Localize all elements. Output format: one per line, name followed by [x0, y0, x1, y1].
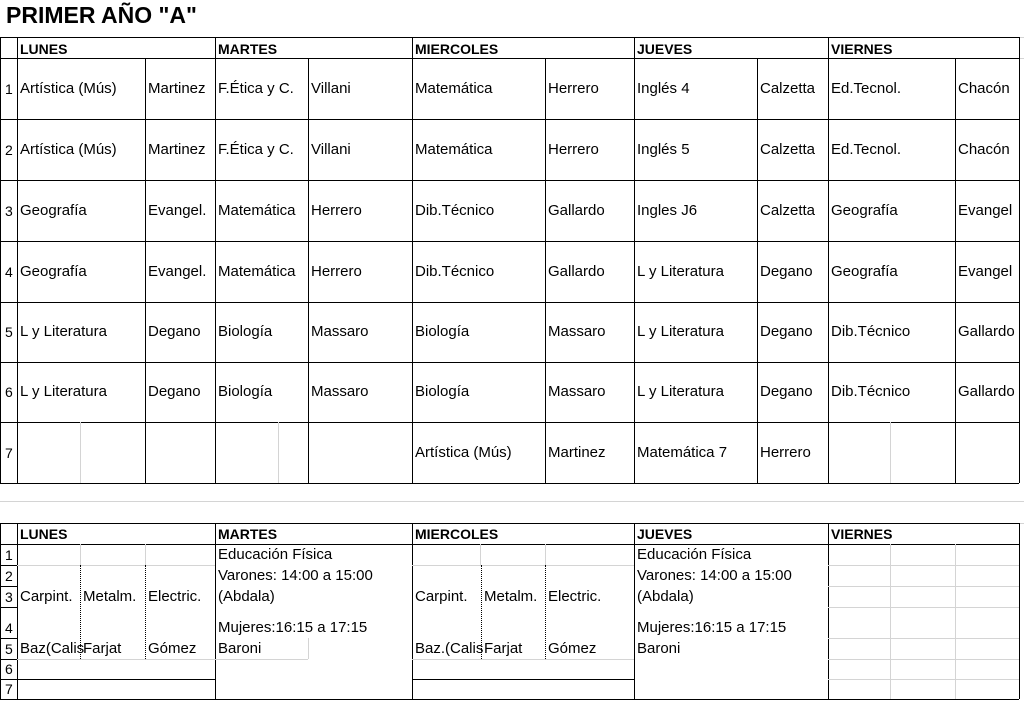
- grid-line: [0, 523, 1, 699]
- teacher-cell[interactable]: Evangel.: [148, 263, 207, 280]
- dotted-line: [545, 565, 546, 659]
- subject-cell[interactable]: Inglés 4: [637, 80, 690, 97]
- subject-cell[interactable]: Ed.Tecnol.: [831, 141, 902, 158]
- gridline-light: [890, 422, 891, 483]
- teacher-cell[interactable]: Herrero: [548, 141, 599, 158]
- gridline-light: [412, 565, 634, 566]
- subject-cell[interactable]: Inglés 5: [637, 141, 690, 158]
- subject-cell[interactable]: Matemática: [218, 202, 296, 219]
- subject-cell[interactable]: Geografía: [20, 263, 87, 280]
- workshop-cell[interactable]: Metalm.: [83, 588, 137, 605]
- grid-line: [412, 523, 413, 699]
- teacher-cell[interactable]: Degano: [148, 323, 201, 340]
- pe-line[interactable]: (Abdala): [637, 588, 694, 605]
- pe-line[interactable]: Mujeres:16:15 a 17:15: [637, 619, 787, 636]
- grid-line: [145, 58, 146, 483]
- subject-cell[interactable]: Biología: [218, 383, 273, 400]
- subject-cell[interactable]: Geografía: [20, 202, 87, 219]
- grid-line: [0, 544, 1019, 545]
- row-number: 3: [5, 203, 13, 219]
- subject-cell[interactable]: Biología: [415, 323, 470, 340]
- grid-line: [828, 523, 829, 699]
- subject-cell[interactable]: F.Ética y C.: [218, 80, 294, 97]
- subject-cell[interactable]: Matemática: [218, 263, 296, 280]
- gridline-light: [828, 607, 1019, 608]
- teacher-cell[interactable]: Massaro: [311, 323, 369, 340]
- teacher-cell[interactable]: Degano: [760, 323, 813, 340]
- day-header: JUEVES: [637, 41, 693, 57]
- subject-cell[interactable]: L y Literatura: [637, 323, 724, 340]
- day-header: LUNES: [20, 41, 68, 57]
- row-number: 2: [5, 568, 13, 584]
- gridline-light: [955, 544, 956, 699]
- grid-line: [1019, 523, 1020, 699]
- row-number: 1: [5, 81, 13, 97]
- day-header: MARTES: [218, 41, 278, 57]
- teacher-cell[interactable]: Degano: [760, 383, 813, 400]
- day-header: LUNES: [20, 526, 68, 542]
- gridline-light: [17, 659, 215, 660]
- teacher-cell[interactable]: Degano: [148, 383, 201, 400]
- row-number: 5: [5, 641, 13, 657]
- gridline-light: [145, 544, 146, 565]
- subject-cell[interactable]: Artística (Mús): [20, 141, 117, 158]
- grid-line: [0, 302, 1019, 303]
- workshop-teacher-cell[interactable]: Baz.(Calis: [415, 640, 484, 657]
- workshop-teacher-cell[interactable]: Gómez: [548, 640, 597, 657]
- pe-line[interactable]: Varones: 14:00 a 15:00: [637, 567, 792, 584]
- workshop-teacher-cell[interactable]: Gómez: [148, 640, 197, 657]
- grid-line: [17, 523, 18, 699]
- subject-cell[interactable]: F.Ética y C.: [218, 141, 294, 158]
- grid-line: [0, 241, 1019, 242]
- grid-line: [0, 607, 17, 608]
- subject-cell[interactable]: Geografía: [831, 202, 898, 219]
- row-number: 1: [5, 547, 13, 563]
- subject-cell[interactable]: Dib.Técnico: [831, 323, 911, 340]
- row-number: 4: [5, 264, 13, 280]
- grid-line: [215, 523, 216, 699]
- subject-cell[interactable]: Matemática 7: [637, 444, 728, 461]
- gridline-light: [828, 586, 1019, 587]
- grid-line: [0, 565, 17, 566]
- day-header: MARTES: [218, 526, 278, 542]
- grid-line: [1019, 37, 1020, 483]
- grid-line: [955, 58, 956, 483]
- gridline-light: [0, 501, 1024, 502]
- subject-cell[interactable]: Biología: [218, 323, 273, 340]
- pe-line[interactable]: (Abdala): [218, 588, 275, 605]
- subject-cell[interactable]: Biología: [415, 383, 470, 400]
- grid-line: [0, 119, 1019, 120]
- teacher-cell[interactable]: Villani: [311, 80, 351, 97]
- grid-line: [0, 362, 1019, 363]
- pe-line[interactable]: Educación Física: [637, 546, 752, 563]
- teacher-cell[interactable]: Martinez: [548, 444, 606, 461]
- teacher-cell[interactable]: Herrero: [760, 444, 811, 461]
- teacher-cell[interactable]: Herrero: [548, 80, 599, 97]
- workshop-teacher-cell[interactable]: Farjat: [484, 640, 523, 657]
- grid-line: [0, 523, 1019, 524]
- teacher-cell[interactable]: Calzetta: [760, 141, 816, 158]
- grid-line: [0, 638, 17, 639]
- gridline-light: [828, 565, 1019, 566]
- gridline-light: [215, 659, 308, 660]
- grid-line: [545, 58, 546, 483]
- grid-line: [0, 699, 1019, 700]
- row-number: 6: [5, 661, 13, 677]
- gridline-light: [545, 544, 546, 565]
- grid-line: [0, 422, 1019, 423]
- gridline-light: [828, 638, 1019, 639]
- workshop-cell[interactable]: Carpint.: [415, 588, 468, 605]
- gridline-light: [308, 638, 309, 659]
- row-number: 5: [5, 324, 13, 340]
- row-number: 6: [5, 384, 13, 400]
- gridline-light: [80, 544, 81, 565]
- grid-line: [757, 58, 758, 483]
- subject-cell[interactable]: L y Literatura: [20, 323, 107, 340]
- day-header: MIERCOLES: [415, 41, 499, 57]
- pe-line[interactable]: Educación Física: [218, 546, 333, 563]
- grid-line: [17, 37, 18, 483]
- teacher-cell[interactable]: Calzetta: [760, 80, 816, 97]
- subject-cell[interactable]: Dib.Técnico: [831, 383, 911, 400]
- grid-line: [0, 180, 1019, 181]
- pe-line[interactable]: Varones: 14:00 a 15:00: [218, 567, 373, 584]
- day-header: JUEVES: [637, 526, 693, 542]
- workshop-cell[interactable]: Metalm.: [484, 588, 538, 605]
- teacher-cell[interactable]: Herrero: [311, 263, 362, 280]
- workshop-teacher-cell[interactable]: Baz(Calis: [20, 640, 85, 657]
- gridline-light: [17, 565, 215, 566]
- pe-line[interactable]: Baroni: [637, 640, 681, 657]
- dotted-line: [145, 565, 146, 659]
- subject-cell[interactable]: Ed.Tecnol.: [831, 80, 902, 97]
- row-number: 4: [5, 620, 13, 636]
- day-header: VIERNES: [831, 526, 893, 542]
- subject-cell[interactable]: Artística (Mús): [20, 80, 117, 97]
- grid-line: [0, 483, 1019, 484]
- teacher-cell[interactable]: Gallardo: [548, 202, 605, 219]
- teacher-cell[interactable]: Herrero: [311, 202, 362, 219]
- teacher-cell[interactable]: Gallardo: [958, 383, 1015, 400]
- teacher-cell[interactable]: Massaro: [548, 383, 606, 400]
- grid-line: [0, 679, 215, 680]
- grid-line: [634, 37, 635, 483]
- subject-cell[interactable]: Artística (Mús): [415, 444, 512, 461]
- gridline-light: [890, 544, 891, 699]
- grid-line: [0, 58, 1019, 59]
- grid-line: [0, 586, 17, 587]
- row-number: 3: [5, 589, 13, 605]
- subject-cell[interactable]: Matemática: [415, 141, 493, 158]
- grid-line: [308, 58, 309, 483]
- subject-cell[interactable]: Matemática: [415, 80, 493, 97]
- grid-line: [412, 37, 413, 483]
- page-title: PRIMER AÑO "A": [6, 2, 197, 28]
- teacher-cell[interactable]: Chacón: [958, 141, 1010, 158]
- subject-cell[interactable]: L y Literatura: [637, 383, 724, 400]
- gridline-light: [80, 422, 81, 483]
- gridline-light: [828, 679, 1019, 680]
- teacher-cell[interactable]: Evangel.: [148, 202, 207, 219]
- subject-cell[interactable]: L y Literatura: [20, 383, 107, 400]
- grid-line: [0, 37, 1019, 38]
- grid-line: [412, 679, 634, 680]
- row-number: 7: [5, 445, 13, 461]
- workshop-cell[interactable]: Electric.: [548, 588, 602, 605]
- subject-cell[interactable]: Geografía: [831, 263, 898, 280]
- teacher-cell[interactable]: Martinez: [148, 141, 206, 158]
- teacher-cell[interactable]: Evangel: [958, 202, 1013, 219]
- workshop-cell[interactable]: Carpint.: [20, 588, 73, 605]
- grid-line: [215, 37, 216, 483]
- teacher-cell[interactable]: Evangel: [958, 263, 1013, 280]
- gridline-light: [828, 659, 1019, 660]
- grid-line: [828, 37, 829, 483]
- subject-cell[interactable]: L y Literatura: [637, 263, 724, 280]
- subject-cell[interactable]: Ingles J6: [637, 202, 698, 219]
- workshop-cell[interactable]: Electric.: [148, 588, 202, 605]
- pe-line[interactable]: Mujeres:16:15 a 17:15: [218, 619, 368, 636]
- teacher-cell[interactable]: Massaro: [311, 383, 369, 400]
- gridline-light: [480, 544, 481, 565]
- row-number: 2: [5, 142, 13, 158]
- subject-cell[interactable]: Dib.Técnico: [415, 202, 495, 219]
- teacher-cell[interactable]: Chacón: [958, 80, 1010, 97]
- gridline-light: [412, 659, 634, 660]
- teacher-cell[interactable]: Massaro: [548, 323, 606, 340]
- teacher-cell[interactable]: Calzetta: [760, 202, 816, 219]
- teacher-cell[interactable]: Gallardo: [958, 323, 1015, 340]
- pe-line[interactable]: Baroni: [218, 640, 262, 657]
- teacher-cell[interactable]: Degano: [760, 263, 813, 280]
- subject-cell[interactable]: Dib.Técnico: [415, 263, 495, 280]
- teacher-cell[interactable]: Gallardo: [548, 263, 605, 280]
- grid-line: [0, 37, 1, 483]
- day-header: MIERCOLES: [415, 526, 499, 542]
- grid-line: [634, 523, 635, 699]
- row-number: 7: [5, 681, 13, 697]
- day-header: VIERNES: [831, 41, 893, 57]
- workshop-teacher-cell[interactable]: Farjat: [83, 640, 122, 657]
- teacher-cell[interactable]: Martinez: [148, 80, 206, 97]
- gridline-light: [278, 422, 279, 483]
- teacher-cell[interactable]: Villani: [311, 141, 351, 158]
